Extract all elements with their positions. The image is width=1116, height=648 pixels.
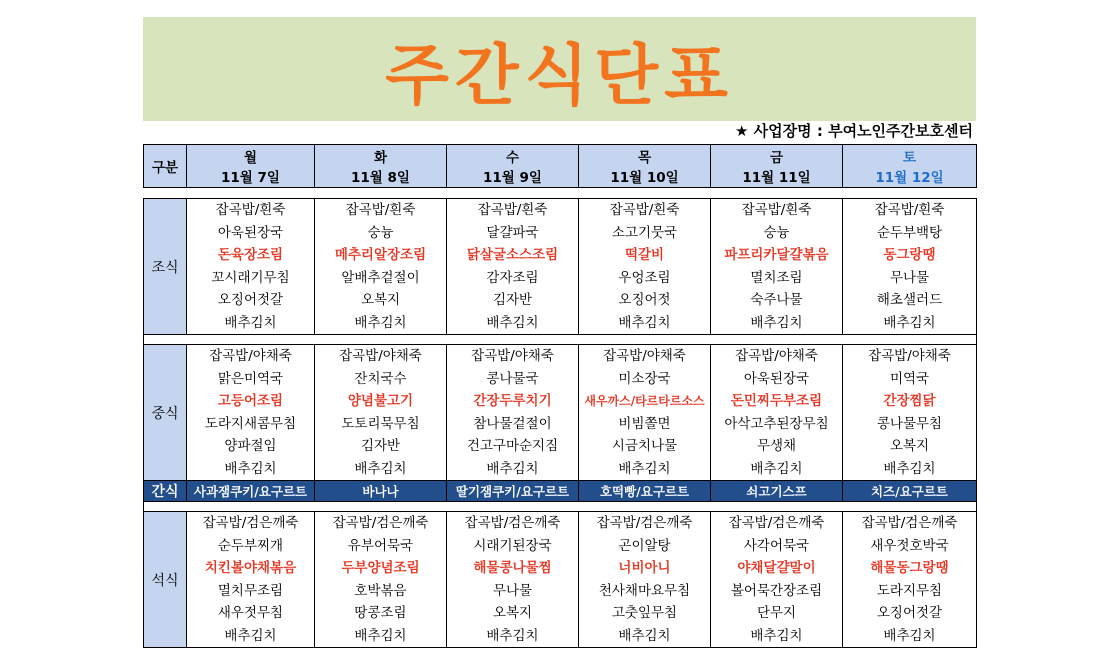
menu-item: 순두부찌개 [217,537,284,554]
dinner-tue [315,512,447,648]
snack-wed: 딸기잼쿠키/요구르트 [447,481,579,502]
menu-item: 돈민찌두부조림 [730,393,823,409]
breakfast-thu [579,199,711,335]
day-header-tue: 화 11월 8일 [315,145,447,188]
menu-item: 잔치국수 [354,370,407,387]
lunch-label: 중식 [144,345,187,481]
menu-item: 아욱된장국 [743,370,810,387]
menu-item: 꼬시래기무침 [211,269,290,286]
menu-item: 단무지 [756,605,797,621]
menu-item: 배추김치 [354,627,407,644]
menu-item: 무생채 [756,438,797,454]
menu-item: 숙주나물 [750,292,803,308]
lunch-sat [843,345,977,481]
menu-item: 무나물 [889,269,930,286]
menu-item: 소고기뭇국 [611,224,678,241]
snack-mon: 사과잼쿠키/요구르트 [187,481,315,502]
menu-item: 배추김치 [224,314,277,331]
menu-item: 미소장국 [618,370,671,387]
menu-item: 잡곡밥/검은깨죽 [202,515,299,531]
menu-item: 숭늉 [367,224,394,241]
menu-item: 잡곡밥/검은깨죽 [728,515,825,531]
menu-item: 새우젓무침 [217,605,284,621]
snack-tue: 바나나 [315,481,447,502]
lunch-tue [315,345,447,481]
menu-item: 배추김치 [883,314,936,331]
menu-item: 감자조림 [486,269,539,286]
menu-item: 잡곡밥/야채죽 [868,348,951,364]
menu-item: 볼어묵간장조림 [730,582,823,599]
menu-item: 도라지새콤무침 [204,415,297,432]
category-header: 구분 [144,145,187,188]
menu-item: 치킨볼야채볶음 [204,560,297,576]
day-header-thu: 목 11월 10일 [579,145,711,188]
menu-item: 잡곡밥/야채죽 [209,348,292,364]
menu-item: 너비아니 [618,560,671,576]
snack-thu: 호떡빵/요구르트 [579,481,711,502]
menu-table [143,198,977,648]
header-table [143,144,977,188]
menu-item: 잡곡밥/흰죽 [741,202,812,218]
lunch-mon [187,345,315,481]
menu-item: 시금치나물 [611,438,678,454]
menu-item: 잡곡밥/야채죽 [603,348,686,364]
menu-item: 콩나물무침 [876,415,943,432]
menu-item: 고춧잎무침 [611,605,678,621]
menu-item: 닭살굴소스조림 [466,247,559,263]
menu-item: 오복지 [360,292,401,308]
menu-item: 잡곡밥/흰죽 [215,202,286,218]
menu-item: 알배추겉절이 [341,269,420,286]
menu-item: 멸치조림 [750,269,803,286]
menu-item: 파프리카달걀볶음 [724,247,829,263]
menu-item: 돈육장조림 [217,247,284,263]
menu-item: 잡곡밥/검은깨죽 [861,515,958,531]
lunch-wed [447,345,579,481]
menu-item: 오징어젓 [618,292,671,308]
menu-item: 참나물겉절이 [473,415,552,432]
menu-item: 미역국 [889,370,930,387]
menu-item: 동그랑땡 [883,247,936,263]
breakfast-sat [843,199,977,335]
menu-item: 간장찜닭 [883,393,936,409]
menu-item: 오징어젓갈 [876,605,943,621]
menu-item: 잡곡밥/야채죽 [339,348,422,364]
menu-item: 배추김치 [883,460,936,477]
menu-item: 유부어묵국 [347,537,414,554]
menu-item: 곤이알탕 [618,537,671,554]
day-header-wed: 수 11월 9일 [447,145,579,188]
page-title: 주간식단표 [385,36,734,114]
menu-item: 간장두루치기 [473,393,552,409]
menu-item: 도라지무침 [876,582,943,599]
menu-item: 도토리묵무침 [341,415,420,432]
menu-item: 땅콩조림 [354,605,407,621]
menu-item: 배추김치 [354,314,407,331]
dinner-row [144,512,977,648]
breakfast-tue [315,199,447,335]
menu-item: 양파절임 [224,438,277,454]
menu-item: 잡곡밥/흰죽 [345,202,416,218]
dinner-sat [843,512,977,648]
menu-item: 오복지 [492,605,533,621]
menu-item: 배추김치 [750,627,803,644]
menu-item: 사각어묵국 [743,537,810,554]
menu-item: 잡곡밥/흰죽 [874,202,945,218]
menu-item: 잡곡밥/검은깨죽 [464,515,561,531]
organization-label: ★ 사업장명 : 부여노인주간보호센터 [735,122,973,140]
menu-item: 배추김치 [618,314,671,331]
menu-item: 새우까스/타르타르소스 [584,394,705,408]
lunch-fri [711,345,843,481]
menu-item: 호박볶음 [354,582,407,599]
menu-item: 해물콩나물찜 [473,560,552,576]
menu-item: 배추김치 [750,460,803,477]
menu-item: 맑은미역국 [217,370,284,387]
menu-item: 양념불고기 [347,393,414,409]
menu-item: 해초샐러드 [876,292,943,308]
menu-item: 잡곡밥/검은깨죽 [332,515,429,531]
menu-item: 콩나물국 [486,370,539,387]
menu-item: 아욱된장국 [217,224,284,241]
day-header-mon: 월 11월 7일 [187,145,315,188]
menu-item: 아삭고추된장무침 [724,415,829,432]
menu-item: 고등어조림 [217,393,284,409]
menu-item: 우엉조림 [618,269,671,286]
menu-item: 배추김치 [224,627,277,644]
breakfast-mon [187,199,315,335]
menu-item: 시래기된장국 [473,537,552,554]
dinner-mon [187,512,315,648]
menu-item: 배추김치 [486,460,539,477]
menu-item: 잡곡밥/흰죽 [477,202,548,218]
snack-row [144,481,977,502]
menu-item: 무나물 [492,582,533,599]
breakfast-label: 조식 [144,199,187,335]
dinner-thu [579,512,711,648]
menu-item: 김자반 [492,292,533,308]
menu-item: 달걀파국 [486,224,539,241]
snack-sat: 치즈/요구르트 [843,481,977,502]
menu-item: 배추김치 [224,460,277,477]
menu-item: 배추김치 [618,627,671,644]
snack-label: 간식 [144,481,187,502]
menu-item: 잡곡밥/흰죽 [609,202,680,218]
menu-item: 배추김치 [486,314,539,331]
menu-item: 해물동그랑땡 [870,560,949,576]
menu-item: 오징어젓갈 [217,292,284,308]
menu-item: 새우젓호박국 [870,537,949,554]
snack-fri: 쇠고기스프 [711,481,843,502]
lunch-thu [579,345,711,481]
day-header-fri: 금 11월 11일 [711,145,843,188]
menu-item: 두부양념조림 [341,560,420,576]
menu-item: 잡곡밥/야채죽 [735,348,818,364]
menu-item: 배추김치 [618,460,671,477]
menu-item: 순두부백탕 [876,224,943,241]
menu-item: 숭늉 [763,224,790,241]
dinner-wed [447,512,579,648]
menu-item: 오복지 [889,438,930,454]
menu-item: 배추김치 [883,627,936,644]
day-header-sat: 토 11월 12일 [843,145,977,188]
menu-item: 배추김치 [486,627,539,644]
menu-item: 야채달걀말이 [737,560,816,576]
menu-item: 잡곡밥/야채죽 [471,348,554,364]
menu-item: 천사채마요무침 [598,582,691,599]
menu-item: 잡곡밥/검은깨죽 [596,515,693,531]
breakfast-wed [447,199,579,335]
menu-item: 건고구마순지짐 [466,438,559,454]
menu-item: 메추리알장조림 [334,247,427,263]
dinner-label: 석식 [144,512,187,648]
menu-item: 떡갈비 [624,247,665,263]
menu-item: 멸치무조림 [217,582,284,599]
menu-item: 김자반 [360,438,401,454]
dinner-fri [711,512,843,648]
lunch-row [144,345,977,481]
menu-item: 비빔쫄면 [618,415,671,432]
menu-item: 배추김치 [354,460,407,477]
menu-item: 배추김치 [750,314,803,331]
breakfast-row [144,199,977,335]
breakfast-fri [711,199,843,335]
